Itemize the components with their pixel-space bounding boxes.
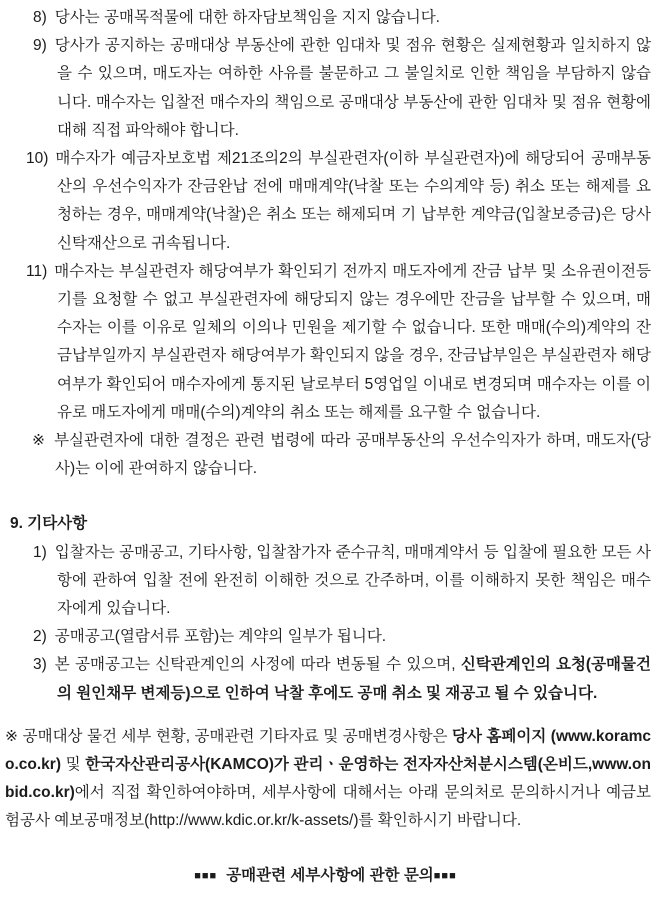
etc-item-2-text: 공매공고(열람서류 포함)는 계약의 일부가 됩니다. xyxy=(54,628,387,646)
list-item-8 xyxy=(0,4,651,32)
contact-heading-text: 공매관련 세부사항에 관한 문의 xyxy=(226,866,434,884)
section-title-etc: 9. 기타사항 xyxy=(10,515,88,533)
list-item-9-marker: 9) xyxy=(33,37,47,55)
etc-item-1 xyxy=(0,539,651,624)
etc-item-1-text: 입찰자는 공매공고, 기타사항, 입찰참가자 준수규칙, 매매계약서 등 입찰에 필요한 모든 사항에 관하여 입찰 전에 완전히 이해한 것으로 간주하며, 이를 이해하지 못한 책임은 매수자에게 있습니다. xyxy=(54,543,651,618)
note-bad-debtor-text: 부실관련자에 대한 결정은 관련 법령에 따라 공매부동산의 우선수익자가 하며, 매도자(당사)는 이에 관여하지 않습니다. xyxy=(54,432,651,478)
list-item-11-text: 매수자는 부실관련자 해당여부가 확인되기 전까지 매도자에게 잔금 납부 및 소유권이전등기를 요청할 수 없고 부실관련자에 해당되지 않는 경우에만 잔금을 납부할 수 있으며, 매수자는 이를 이유로 일체의 이의나 민원을 제기할 수 없습니다. 또한 매매(수의)계약의 잔금납부일까지 부실관련자 해당여부가 확인되지 않을 경우, 잔금납부일은 부실관련자 해당여부가 확인되어 매수자에게 통지된 날로부터 5영업일 이내로 변경되며 매수자는 이를 이유로 매도자에게 매매(수의)계약의 취소 또는 해제를 요구할 수 없습니다. xyxy=(54,262,651,421)
list-item-11 xyxy=(0,258,651,427)
etc-item-2-marker: 2) xyxy=(33,628,47,646)
squares-icon: ■■■ xyxy=(194,869,218,882)
list-item-11-marker: 11) xyxy=(26,262,48,280)
etc-item-3-text: 본 공매공고는 신탁관계인의 사정에 따라 변동될 수 있으며, 신탁관계인의 요청(공매물건의 원인채무 변제등)으로 인하여 낙찰 후에도 공매 취소 및 재공고 될 수 있습니다. xyxy=(54,656,651,702)
squares-icon: ■■■ xyxy=(433,869,457,882)
etc-item-2 xyxy=(0,623,651,651)
etc-item-1-marker: 1) xyxy=(33,543,47,561)
list-item-10-marker: 10) xyxy=(26,150,49,168)
note-bad-debtor-marker: ※ xyxy=(32,432,47,450)
list-item-9-text: 당사가 공지하는 공매대상 부동산에 관한 임대차 및 점유 현황은 실제현황과 일치하지 않을 수 있으며, 매도자는 여하한 사유를 불문하고 그 불일치로 인한 책임을 부담하지 않습니다. 매수자는 입찰전 매수자의 책임으로 공매대상 부동산에 관한 임대차 및 점유 현황에 대해 직접 파악해야 합니다. xyxy=(54,37,651,139)
note-bad-debtor xyxy=(0,427,651,483)
list-item-8-text: 당사는 공매목적물에 대한 하자담보책임을 지지 않습니다. xyxy=(54,9,440,26)
list-item-10-text: 매수자가 예금자보호법 제21조의2의 부실관련자(이하 부실관련자)에 해당되어 공매부동산의 우선수익자가 잔금완납 전에 매매계약(낙찰 또는 수의계약 등) 취소 또는 해제를 요청하는 경우, 매매계약(낙찰)은 취소 또는 해제되며 기 납부한 계약금(입찰보증금)은 당사 신탁재산으로 귀속됩니다. xyxy=(55,150,651,252)
etc-item-3-marker: 3) xyxy=(33,656,47,674)
notice-paragraph: ※ 공매대상 물건 세부 현황, 공매관련 기타자료 및 공매변경사항은 당사 홈페이지 (www.koramco.co.kr) 및 한국자산관리공사(KAMCO)가 관리ㆍ운영하는 전자자산처분시스템(온비드,www.onbid.co.kr)에서 직접 확인하여야하며, 세부사항에 대해서는 아래 문의처로 문의하시거나 예금보험공사 예보공매정보(http://www.kdic.or.kr/k-assets/)를 확인하시기 바랍니다. xyxy=(5,727,651,830)
list-item-9 xyxy=(0,32,651,145)
list-item-10 xyxy=(0,145,651,258)
contact-heading xyxy=(0,862,651,891)
etc-item-3 xyxy=(0,651,651,707)
list-item-8-marker: 8) xyxy=(33,9,47,26)
